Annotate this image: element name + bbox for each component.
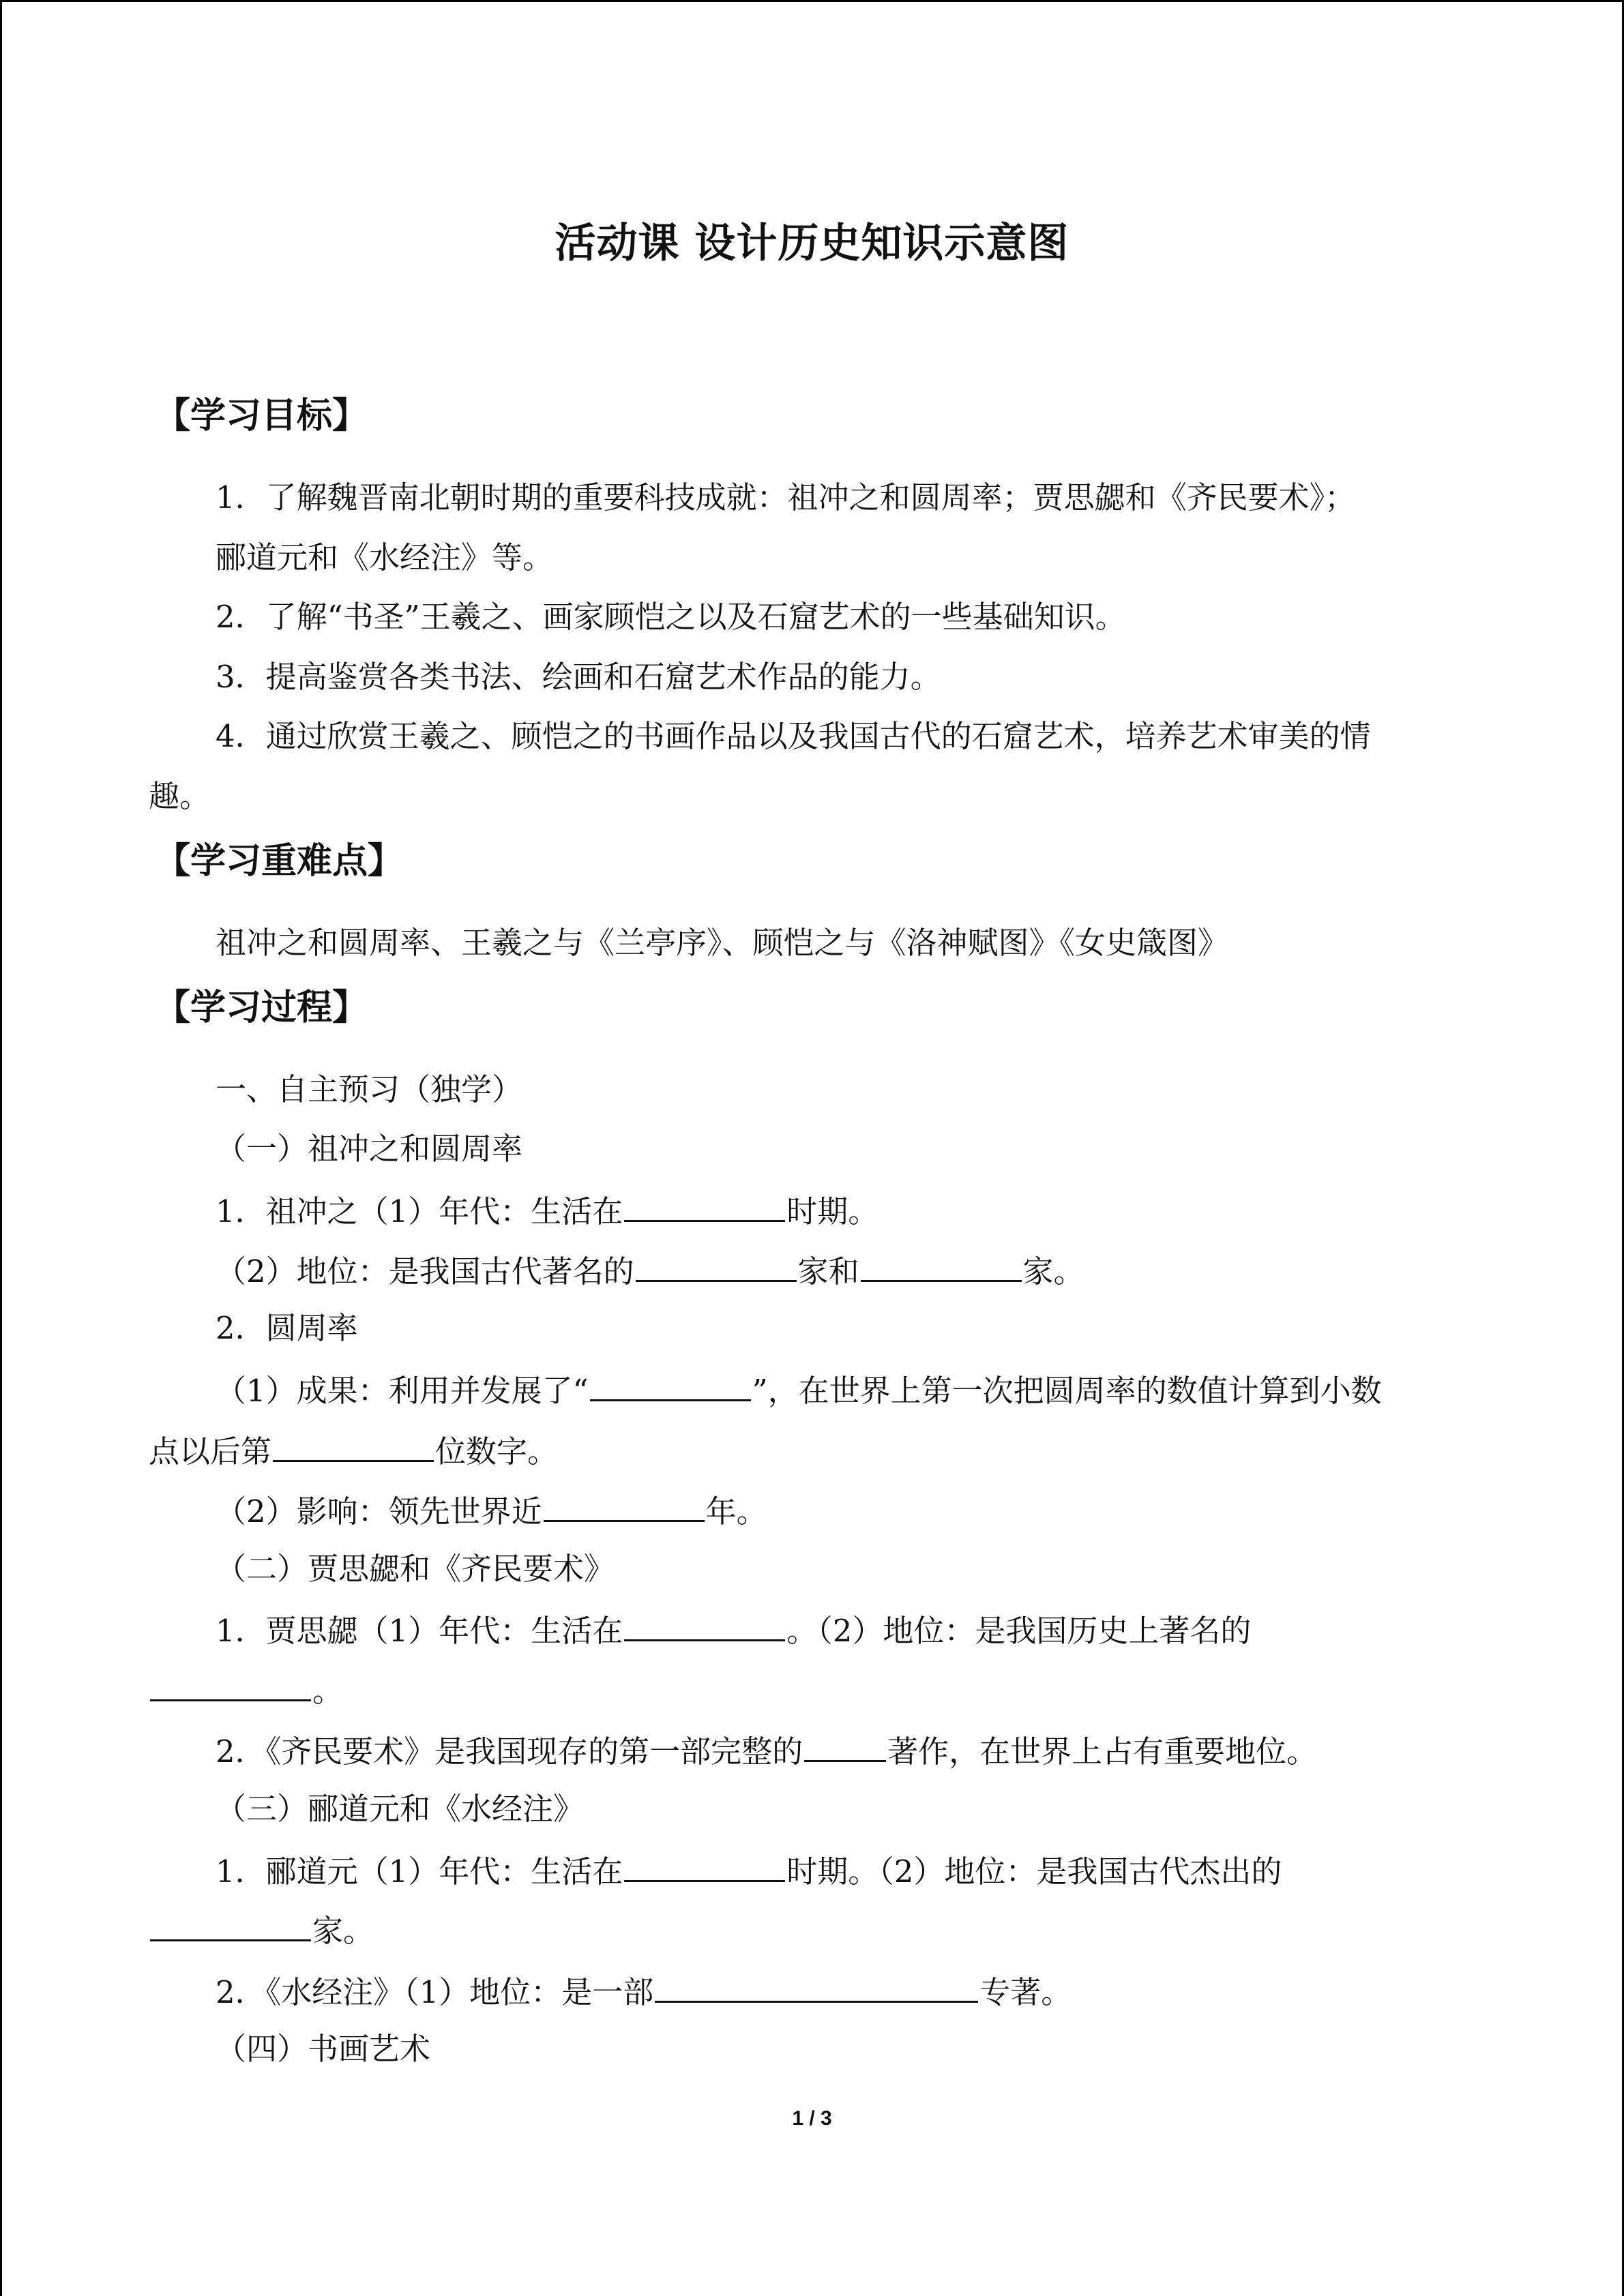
subsection-calligraphy-painting: （四）书画艺术 [216, 2031, 431, 2067]
qmys-prefix: 2．《齐民要术》是我国现存的第一部完整的 [216, 1733, 803, 1770]
jia-status-blank[interactable] [150, 1668, 311, 1701]
heading-learning-goals: 【学习目标】 [155, 395, 368, 436]
li-status-suffix: 家。 [312, 1913, 374, 1949]
goal-2: 2．了解“书圣”王羲之、画家顾恺之以及石窟艺术的一些基础知识。 [216, 599, 1126, 635]
pi-title: 2．圆周率 [216, 1310, 358, 1346]
jia-line-2 [149, 1668, 343, 1712]
pi-digits-suffix: 位数字。 [435, 1433, 559, 1470]
zu-status-suffix: 家。 [1022, 1253, 1084, 1289]
zu-status-blank-2[interactable] [861, 1249, 1022, 1282]
jia-status-text: 。（2）地位：是我国历史上著名的 [786, 1613, 1252, 1649]
page-title: 活动课 设计历史知识示意图 [555, 220, 1069, 267]
pi-impact-line [216, 1489, 767, 1532]
zu-status-mid: 家和 [797, 1253, 859, 1289]
key-points-text: 祖冲之和圆周率、王羲之与《兰亭序》、顾恺之与《洛神赋图》《女史箴图》 [216, 925, 1229, 961]
li-era-blank[interactable] [624, 1849, 785, 1882]
li-status-text: 时期。（2）地位：是我国古代杰出的 [786, 1853, 1282, 1890]
li-line-1 [216, 1849, 1282, 1892]
heading-learning-process: 【学习过程】 [155, 987, 368, 1028]
goal-4-line-2: 趣。 [149, 778, 211, 814]
zu-era-line [216, 1189, 879, 1232]
zu-status-line [216, 1249, 1084, 1292]
subsection-jia-sixie: （二）贾思勰和《齐民要术》 [216, 1551, 615, 1587]
part-1-title: 一、自主预习（独学） [216, 1071, 523, 1107]
sjz-suffix: 专著。 [979, 1974, 1072, 2010]
zu-status-blank-1[interactable] [636, 1249, 797, 1282]
jia-era-prefix: 1．贾思勰（1）年代：生活在 [216, 1613, 623, 1649]
zu-status-prefix: （2）地位：是我国古代著名的 [216, 1253, 634, 1289]
zu-era-suffix: 时期。 [786, 1193, 879, 1229]
pi-result-line-2 [149, 1429, 558, 1472]
jia-status-suffix: 。 [312, 1673, 344, 1709]
li-status-blank[interactable] [150, 1908, 311, 1941]
subsection-zu-chongzhi: （一）祖冲之和圆周率 [216, 1131, 523, 1167]
pi-impact-prefix: （2）影响：领先世界近 [216, 1493, 542, 1530]
sjz-prefix: 2．《水经注》（1）地位：是一部 [216, 1974, 654, 2010]
jia-era-blank[interactable] [624, 1608, 785, 1641]
zu-era-blank[interactable] [624, 1189, 785, 1222]
pi-result-prefix: （1）成果：利用并发展了“ [216, 1373, 589, 1409]
subsection-li-daoyuan: （三）郦道元和《水经注》 [216, 1791, 585, 1827]
goal-1-line-1: 1．了解魏晋南北朝时期的重要科技成就：祖冲之和圆周率；贾思勰和《齐民要术》； [216, 479, 1356, 516]
li-line-2 [149, 1908, 374, 1952]
goal-4-line-1: 4．通过欣赏王羲之、顾恺之的书画作品以及我国古代的石窟艺术，培养艺术审美的情 [216, 718, 1371, 754]
pi-digits-prefix: 点以后第 [149, 1433, 272, 1470]
heading-key-points: 【学习重难点】 [155, 840, 404, 882]
pi-result-suffix: ”，在世界上第一次把圆周率的数值计算到小数 [752, 1373, 1382, 1409]
page-number: 1 / 3 [792, 2107, 832, 2130]
sjz-line [216, 1969, 1072, 2013]
goal-1-line-2: 郦道元和《水经注》等。 [216, 539, 554, 576]
pi-result-line-1 [216, 1368, 1382, 1412]
qmys-line [216, 1729, 1317, 1772]
qmys-suffix: 著作，在世界上占有重要地位。 [887, 1733, 1318, 1770]
pi-impact-blank[interactable] [544, 1489, 705, 1522]
pi-impact-suffix: 年。 [705, 1493, 767, 1530]
qmys-blank[interactable] [804, 1729, 886, 1762]
zu-era-prefix: 1．祖冲之（1）年代：生活在 [216, 1193, 623, 1229]
sjz-blank[interactable] [655, 1969, 978, 2003]
pi-digits-blank[interactable] [273, 1429, 434, 1462]
li-era-prefix: 1．郦道元（1）年代：生活在 [216, 1853, 623, 1890]
goal-3: 3．提高鉴赏各类书法、绘画和石窟艺术作品的能力。 [216, 659, 941, 695]
jia-line-1 [216, 1608, 1251, 1652]
pi-method-blank[interactable] [590, 1368, 751, 1401]
